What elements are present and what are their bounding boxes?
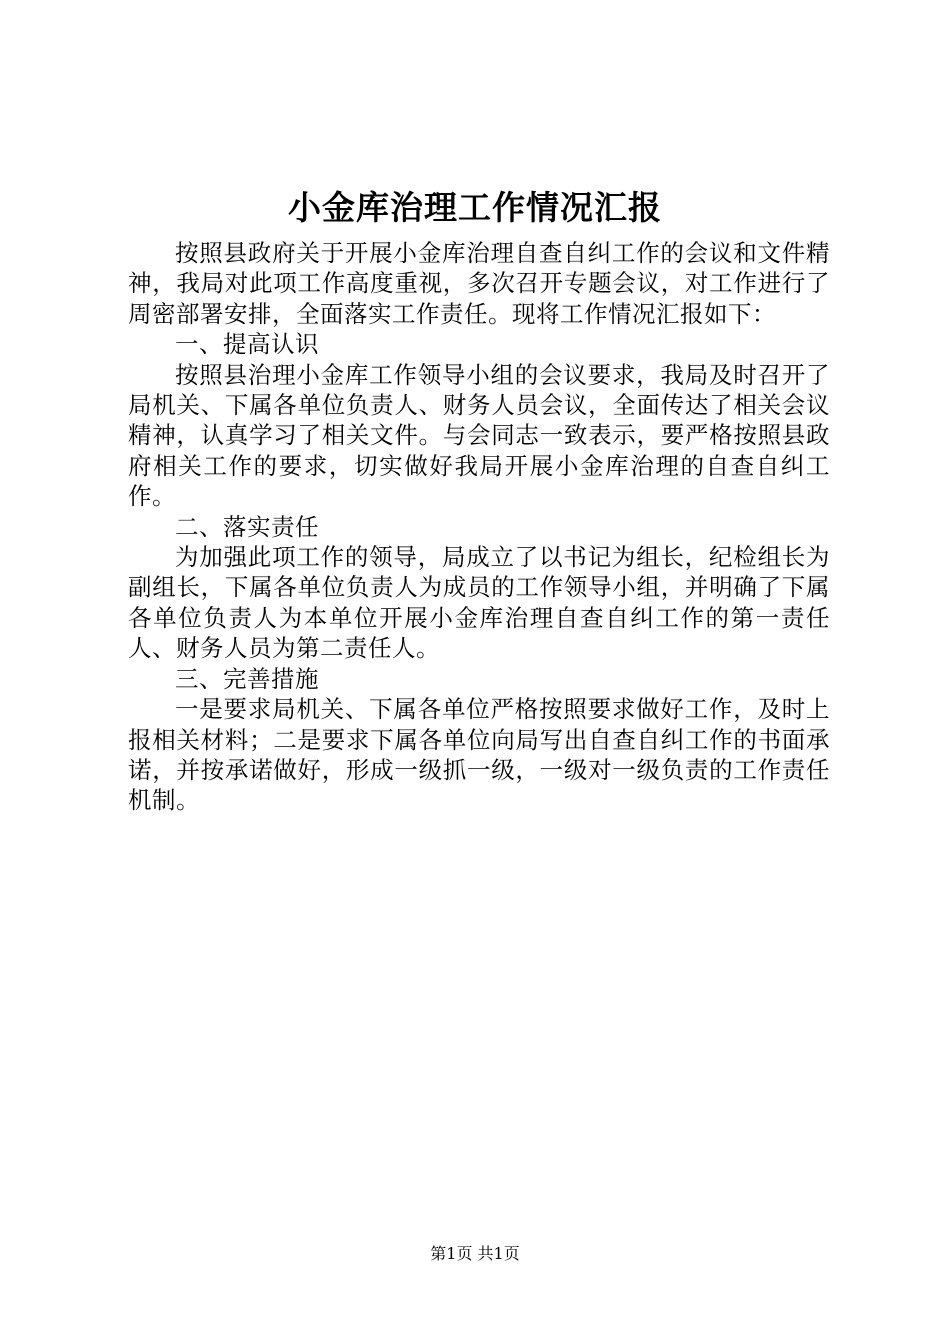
section-body-1: 按照县治理小金库工作领导小组的会议要求，我局及时召开了局机关、下属各单位负责人、财务人员会议，全面传达了相关会议精神，认真学习了相关文件。与会同志一致表示，要严格按照县政府相关工作的要求，切实做好我局开展小金库治理的自查自纠工作。 (128, 360, 830, 511)
section-heading-3: 三、完善措施 (175, 664, 319, 693)
section-heading-2: 二、落实责任 (175, 512, 319, 541)
intro-paragraph: 按照县政府关于开展小金库治理自查自纠工作的会议和文件精神，我局对此项工作高度重视，多次召开专题会议，对工作进行了周密部署安排，全面落实工作责任。现将工作情况汇报如下： (128, 239, 830, 328)
section-body-2: 为加强此项工作的领导，局成立了以书记为组长，纪检组长为副组长，下属各单位负责人为成员的工作领导小组，并明确了下属各单位负责人为本单位开展小金库治理自查自纠工作的第一责任人、财务人员为第二责任人。 (128, 543, 830, 663)
document-body (128, 238, 830, 816)
section-heading-1: 一、提高认识 (175, 330, 319, 359)
page-footer: 第1页 共1页 (430, 1244, 520, 1263)
section-body-3: 一是要求局机关、下属各单位严格按照要求做好工作，及时上报相关材料；二是要求下属各单位向局写出自查自纠工作的书面承诺，并按承诺做好，形成一级抓一级，一级对一级负责的工作责任机制。 (128, 695, 830, 815)
document-title: 小金库治理工作情况汇报 (288, 188, 662, 227)
